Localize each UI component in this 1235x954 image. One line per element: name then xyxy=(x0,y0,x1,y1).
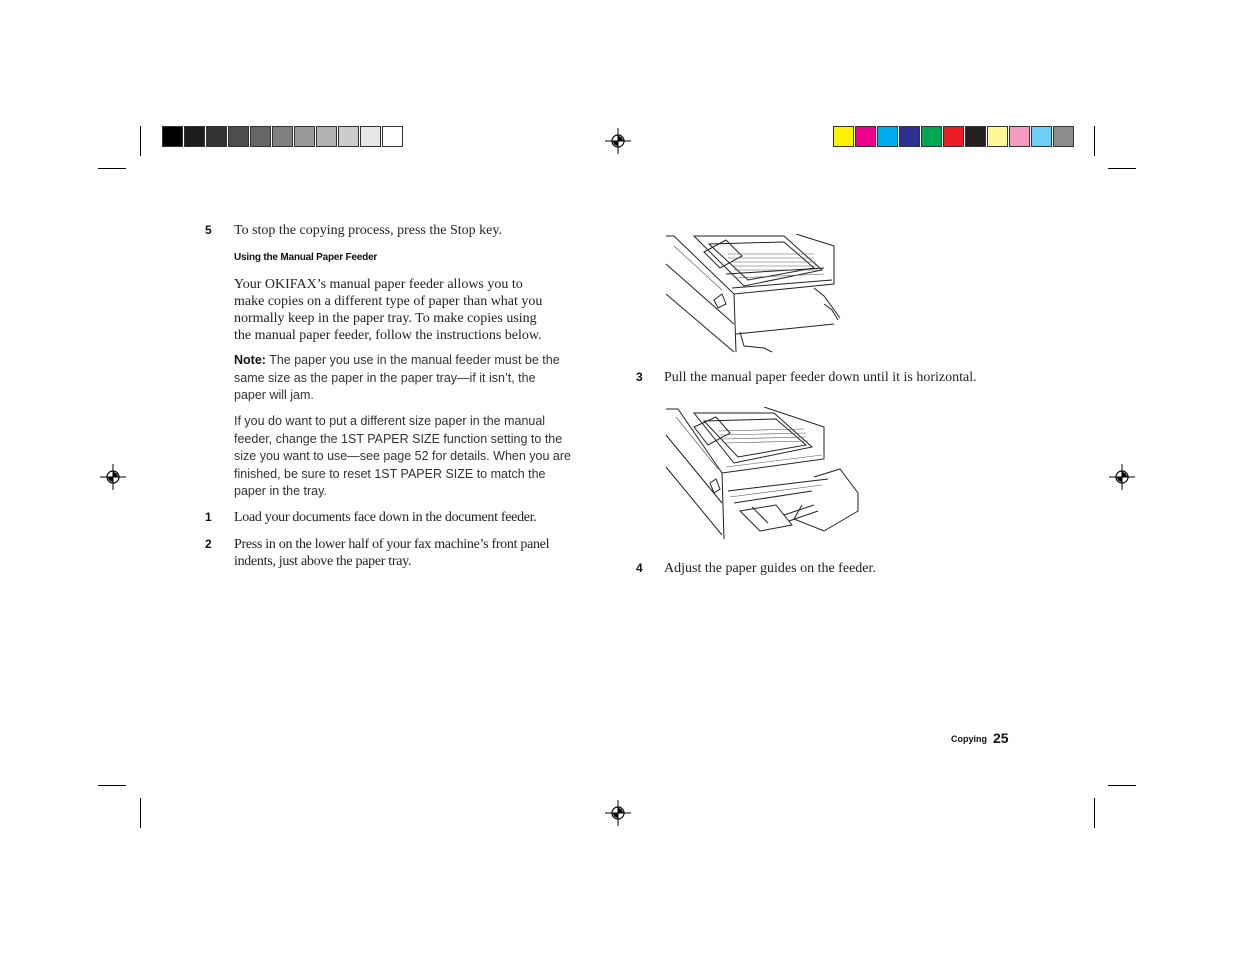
color-swatch xyxy=(965,126,986,147)
text-line: If you do want to put a different size paper in the manual xyxy=(234,414,546,428)
text-line: indents, just above the paper tray. xyxy=(234,554,412,569)
color-swatch xyxy=(382,126,403,147)
registration-mark-icon xyxy=(605,128,631,154)
fax-feeder-illustration xyxy=(664,234,844,354)
crop-mark xyxy=(1108,168,1136,169)
color-swatch xyxy=(206,126,227,147)
note2-paragraph xyxy=(234,413,614,501)
color-swatch xyxy=(316,126,337,147)
color-swatch xyxy=(899,126,920,147)
text-line: paper will jam. xyxy=(234,388,314,402)
page-number: 25 xyxy=(993,730,1009,746)
grayscale-calibration-bar xyxy=(162,126,404,147)
color-swatch xyxy=(294,126,315,147)
registration-mark-icon xyxy=(605,800,631,826)
step-text: Adjust the paper guides on the feeder. xyxy=(664,561,876,576)
color-swatch xyxy=(272,126,293,147)
registration-mark-icon xyxy=(1109,464,1135,490)
step-text xyxy=(234,536,614,570)
step-text: To stop the copying process, press the Stop key. xyxy=(234,223,502,238)
color-swatch xyxy=(184,126,205,147)
color-swatch xyxy=(250,126,271,147)
text-line: finished, be sure to reset 1ST PAPER SIZE to match the xyxy=(234,466,546,481)
section-heading: Using the Manual Paper Feeder xyxy=(234,252,378,263)
color-swatch xyxy=(360,126,381,147)
color-swatch xyxy=(877,126,898,147)
section-footer-label: Copying xyxy=(951,734,987,744)
text-line: paper in the tray. xyxy=(234,484,327,498)
text-line: the manual paper feeder, follow the instructions below. xyxy=(234,328,542,343)
crop-mark xyxy=(1094,126,1095,156)
step-number: 4 xyxy=(636,561,643,575)
text-line: Press in on the lower half of your fax machine’s front panel xyxy=(234,537,550,552)
step-number: 3 xyxy=(636,370,643,384)
text-line: make copies on a different type of paper than what you xyxy=(234,294,543,309)
crop-mark xyxy=(98,785,126,786)
note-label: Note: xyxy=(234,353,266,367)
color-swatch xyxy=(943,126,964,147)
color-swatch xyxy=(1053,126,1074,147)
crop-mark xyxy=(1094,798,1095,828)
fax-feeder-horizontal-illustration xyxy=(664,407,860,541)
color-calibration-bar xyxy=(833,126,1075,147)
text-line xyxy=(234,352,614,370)
note-text: The paper you use in the manual feeder must be the xyxy=(265,353,560,367)
step-number: 1 xyxy=(205,510,212,524)
color-swatch xyxy=(1031,126,1052,147)
color-swatch xyxy=(833,126,854,147)
step-text: Load your documents face down in the document feeder. xyxy=(234,510,537,525)
note-paragraph xyxy=(234,352,614,405)
color-swatch xyxy=(338,126,359,147)
color-swatch xyxy=(987,126,1008,147)
registration-mark-icon xyxy=(100,464,126,490)
step-text: Pull the manual paper feeder down until it is horizontal. xyxy=(664,370,977,385)
text-line: same size as the paper in the paper tray—if it isn’t, the xyxy=(234,370,536,385)
color-swatch xyxy=(228,126,249,147)
text-line: size you want to use—see page 52 for details. When you are xyxy=(234,449,571,463)
step-number: 5 xyxy=(205,223,212,237)
step-number: 2 xyxy=(205,537,212,551)
crop-mark xyxy=(1108,785,1136,786)
text-line: Your OKIFAX’s manual paper feeder allows you to xyxy=(234,277,523,292)
crop-mark xyxy=(140,126,141,156)
text-line: feeder, change the 1ST PAPER SIZE function setting to the xyxy=(234,431,563,446)
intro-paragraph xyxy=(234,276,614,344)
crop-mark xyxy=(98,168,126,169)
color-swatch xyxy=(1009,126,1030,147)
text-line: normally keep in the paper tray. To make copies using xyxy=(234,311,537,326)
color-swatch xyxy=(921,126,942,147)
crop-mark xyxy=(140,798,141,828)
color-swatch xyxy=(855,126,876,147)
color-swatch xyxy=(162,126,183,147)
